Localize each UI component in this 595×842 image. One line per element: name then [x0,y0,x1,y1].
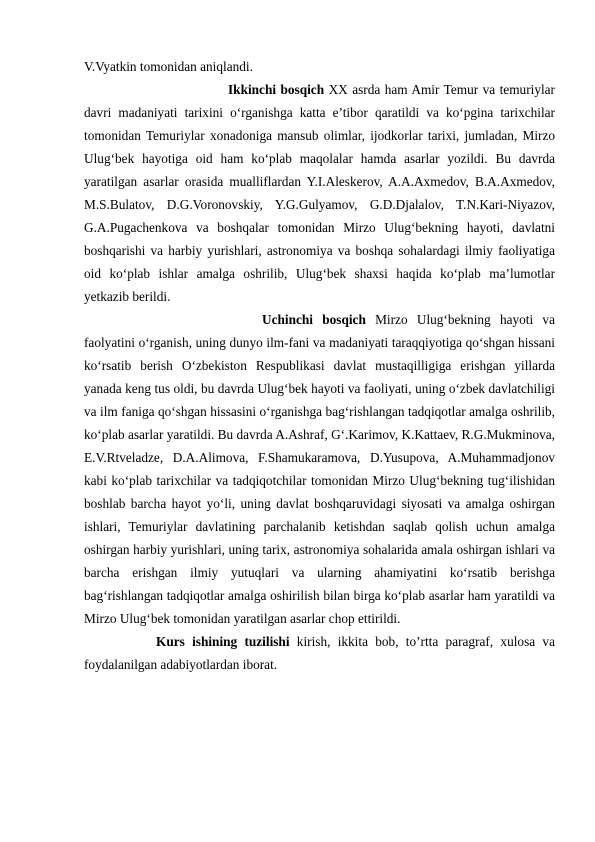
paragraph-structure [84,630,555,676]
paragraph-heading: Uchinchi bosqich [262,312,366,327]
paragraph-third-stage [84,308,555,630]
paragraph-text: XX asrda ham Amir Temur va temuriylar davri madaniyati tarixini o‘rganishga katta e’tibor qaratildi va ko‘pgina tarixchilar tomonidan Temuriylar xonadoniga mansub olimlar, ijodkorlar tarixi, jumladan, Mirzo Ulug‘bek hayotiga oid ham ko‘plab maqolalar hamda asarlar yozildi. Bu davrda yaratilgan asarlar orasida mualliflardan Y.I.Aleskerov, A.A.Axmedov, B.A.Axmedov, M.S.Bulatov, D.G.Voronovskiy, Y.G.Gulyamov, G.D.Djalalov, T.N.Kari-Niyazov, G.A.Pugachenkova va boshqalar tomonidan Mirzo Ulug‘bekning hayoti, davlatni boshqarishi va harbiy yurishlari, astronomiya va boshqa sohalardagi ilmiy faoliyatiga oid ko‘plab ishlar amalga oshrilib, Ulug‘bek shaxsi haqida ko‘plab ma’lumotlar yetkazib berildi. [84,82,555,304]
paragraph-continuation [84,55,555,78]
paragraph-text: V.Vyatkin tomonidan aniqlandi. [84,59,253,74]
paragraph-text: Mirzo Ulug‘bekning hayoti va faolyatini o‘rganish, uning dunyo ilm-fani va madaniyati taraqqiyotiga qo‘shgan hissani ko‘rsatib berish O‘zbekiston Respublikasi davlat mustaqilligiga erishgan yillarda yanada keng tus oldi, bu davrda Ulug‘bek hayoti va faoliyati, uning o‘zbek davlatchiligi va ilm faniga qo‘shgan hissasini o‘rganishga bag‘rishlangan tadqiqotlar amalga oshrilib, ko‘plab asarlar yaratildi. Bu davrda A.Ashraf, G‘.Karimov, K.Kattaev, R.G.Mukminova, E.V.Rtveladze, D.A.Alimova, F.Shamukaramova, D.Yusupova, A.Muhammadjonov kabi ko‘plab tarixchilar va tadqiqotchilar tomonidan Mirzo Ulug‘bekning tug‘ilishidan boshlab barcha hayot yo‘li, uning davlat boshqaruvidagi siyosati va amalga oshirgan ishlari, Temuriylar davlatining parchalanib ketishdan saqlab qolish uchun amalga oshirgan harbiy yurishlari, uning tarix, astronomiya sohalarida amala oshirgan ishlari va barcha erishgan ilmiy yutuqlari va ularning ahamiyatini ko‘rsatib berishga bag‘rishlangan tadqiqotlar amalga oshirilish bilan birga ko‘plab asarlar ham yaratildi va Mirzo Ulug‘bek tomonidan yaratilgan asarlar chop ettirildi. [84,312,555,626]
document-body [84,55,555,676]
paragraph-heading: Ikkinchi bosqich [228,82,325,97]
paragraph-text: kirish, ikkita bob, to’rtta paragraf, xulosa va foydalanilgan adabiyotlardan iborat. [84,634,555,672]
paragraph-second-stage [84,78,555,308]
paragraph-heading: Kurs ishining tuzilishi [156,634,290,649]
